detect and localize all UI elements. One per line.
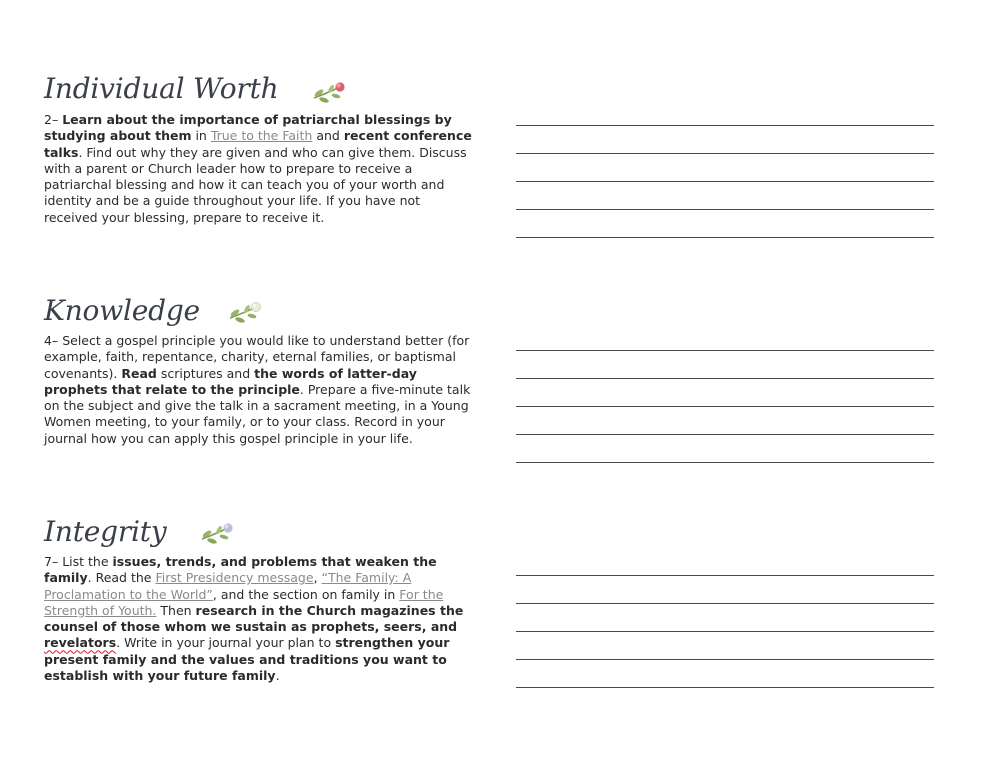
- family-proclamation-link[interactable]: “The Family: A Proclamation to the World”: [44, 570, 412, 602]
- flower-sprig-blue-icon: [198, 519, 236, 545]
- writing-line: [516, 659, 934, 660]
- for-the-strength-of-youth-link[interactable]: For the Strength of Youth.: [44, 586, 444, 618]
- writing-line: [516, 153, 934, 154]
- section-body: 7– List the issues, trends, and problems that weaken the family. Read the First Presidency message, “The Family: A Proclamation to the World”, and the section on family in For the Strength of Youth. Then research in the Church magazines the counsel of those whom we sustain as prophets, seers, and revelators. Write in your journal your plan to strengthen your present family and the values and traditions you want to establish with your future family.: [44, 554, 464, 684]
- spellcheck-word[interactable]: revelators: [44, 635, 117, 651]
- writing-line: [516, 462, 934, 463]
- writing-line: [516, 209, 934, 210]
- writing-line: [516, 434, 934, 435]
- flower-sprig-white-icon: [226, 298, 264, 324]
- section-title: Knowledge: [44, 294, 200, 327]
- writing-line: [516, 378, 934, 379]
- writing-line: [516, 350, 934, 351]
- section-body: 4– Select a gospel principle you would like to understand better (for example, faith, repentance, charity, eternal families, or baptismal covenants). Read scriptures and the words of latter-day prophets that relate to the principle. Prepare a five-minute talk on the subject and give the talk in a sacrament meeting, in a Young Women meeting, to your family, or to your class. Record in your journal how you can apply this gospel principle in your life.: [44, 333, 471, 446]
- section-title: Integrity: [44, 515, 167, 548]
- writing-line: [516, 631, 934, 632]
- first-presidency-message-link[interactable]: First Presidency message: [155, 570, 314, 586]
- writing-line: [516, 406, 934, 407]
- section-body: 2– Learn about the importance of patriarchal blessings by studying about them in True to the Faith and recent conference talks. Find out why they are given and who can give them. Discuss with a parent or Church leader how to prepare to receive a patriarchal blessing and how it can teach you of your worth and identity and be a guide throughout your life. If you have not received your blessing, prepare to receive it.: [44, 112, 472, 225]
- writing-line: [516, 575, 934, 576]
- true-to-the-faith-link[interactable]: True to the Faith: [210, 128, 313, 144]
- section-title: Individual Worth: [44, 72, 279, 105]
- writing-line: [516, 603, 934, 604]
- writing-line: [516, 125, 934, 126]
- writing-line: [516, 687, 934, 688]
- writing-line: [516, 237, 934, 238]
- writing-line: [516, 181, 934, 182]
- flower-sprig-pink-icon: [310, 78, 348, 104]
